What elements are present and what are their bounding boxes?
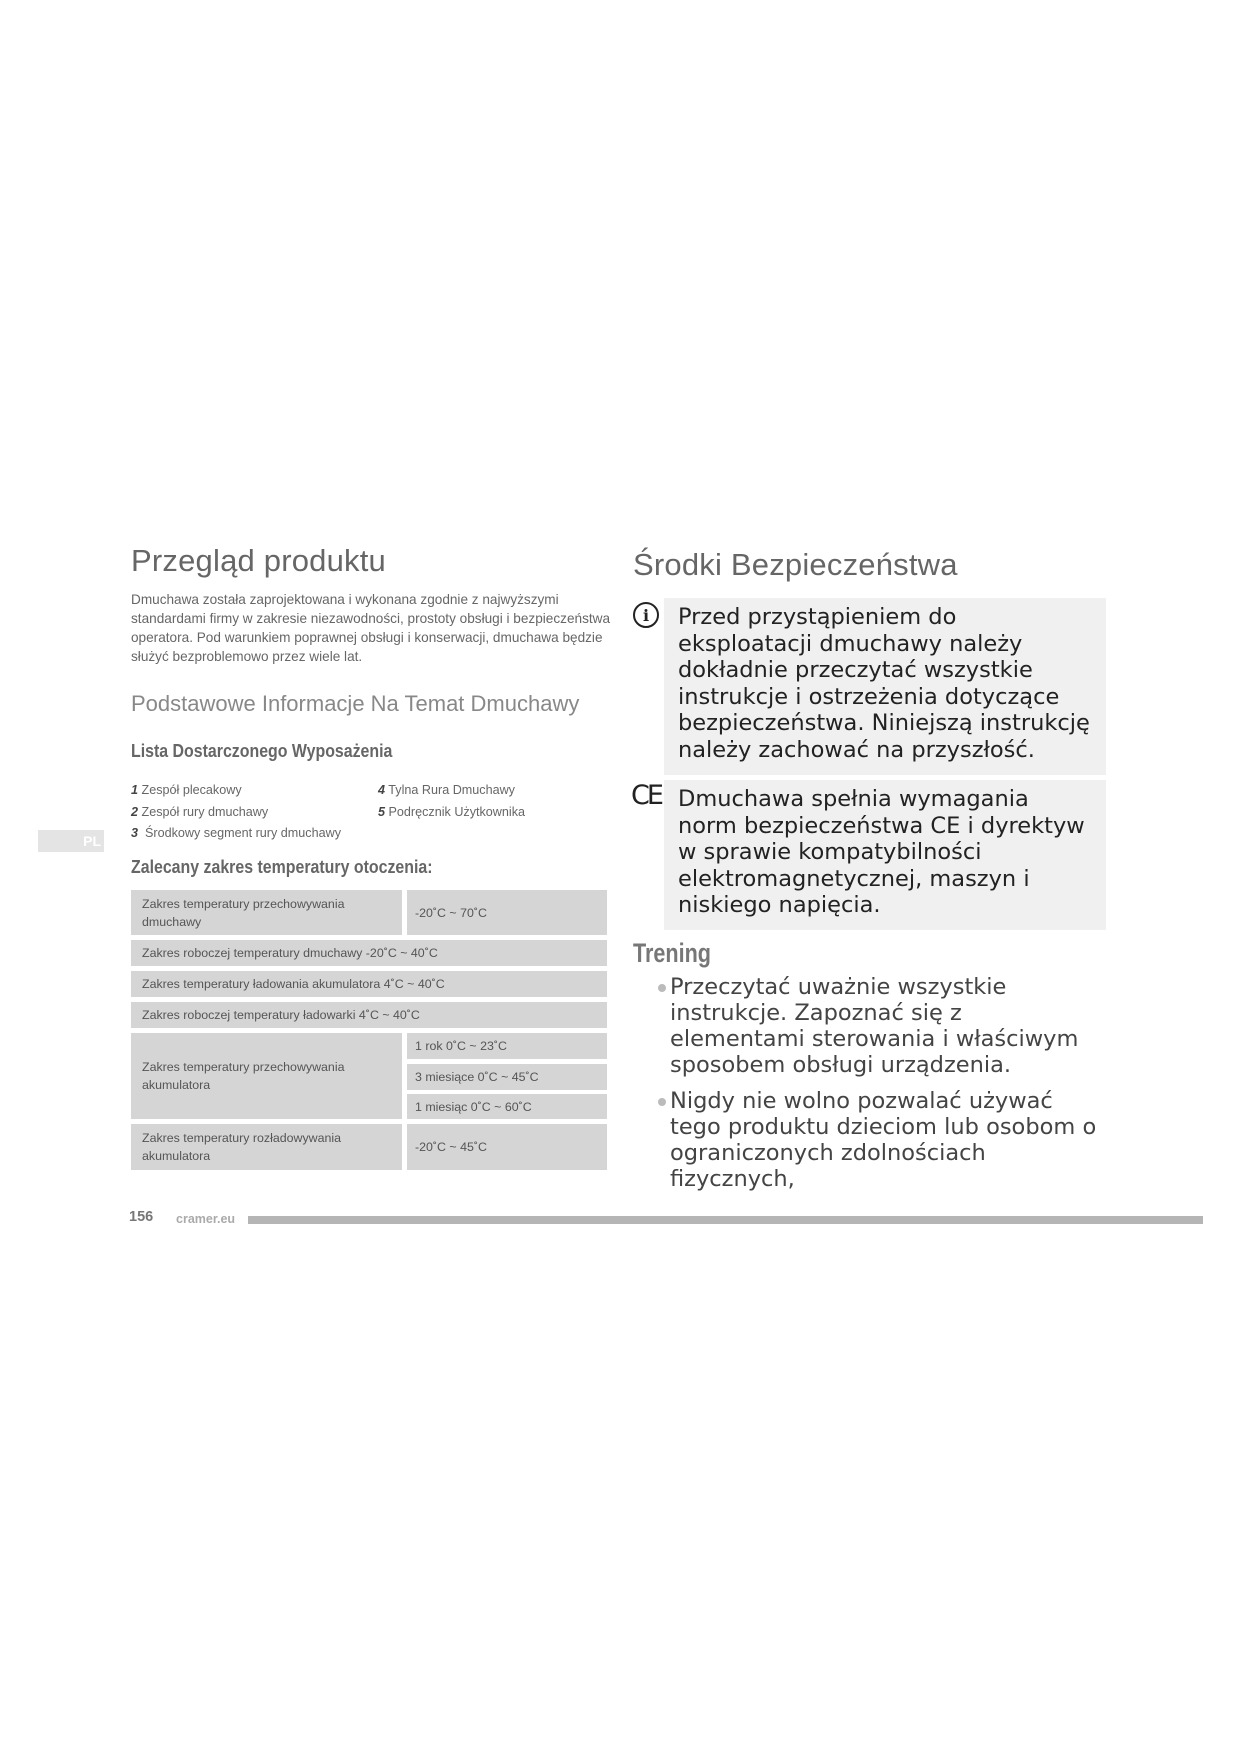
equipment-list-heading: Lista Dostarczonego Wyposażenia (131, 740, 393, 761)
language-tab: PL (38, 830, 104, 852)
intro-paragraph: Dmuchawa została zaprojektowana i wykonana zgodnie z najwyższymi standardami firmy w zakresie niezawodności, prostoty obsługi i bezpieczeństwa operatora. Pod warunkiem poprawnej obsługi i konserwacji, dmuchawa będzie służyć bezproblemowo przez wiele lat. (131, 592, 611, 664)
table-cell: 1 rok 0˚C ~ 23˚C (407, 1033, 607, 1059)
list-item: 4 Tylna Rura Dmuchawy (378, 783, 515, 797)
bullet-icon (658, 1098, 666, 1106)
footer-site: cramer.eu (176, 1212, 236, 1226)
list-item: 5 Podręcznik Użytkownika (378, 805, 525, 819)
table-cell: Zakres roboczej temperatury ładowarki 4˚C ~ 40˚C (131, 1002, 607, 1028)
safety-notice-info: Przed przystąpieniem do eksploatacji dmuchawy należy dokładnie przeczytać wszystkie instrukcje i ostrzeżenia dotyczące bezpieczeństwa. Niniejszą instrukcję należy zachować na przyszłość. (664, 598, 1106, 775)
table-cell: -20˚C ~ 45˚C (407, 1124, 607, 1170)
list-item: 3 Środkowy segment rury dmuchawy (131, 826, 341, 840)
safety-notice-ce: Dmuchawa spełnia wymagania norm bezpieczeństwa CE i dyrektyw w sprawie kompatybilności elektromagnetycznej, maszyn i niskiego napięcia. (664, 780, 1106, 930)
table-cell: 3 miesiące 0˚C ~ 45˚C (407, 1064, 607, 1090)
table-cell: Zakres temperatury przechowywania akumulatora (131, 1033, 402, 1119)
section-title-safety: Środki Bezpieczeństwa (633, 547, 958, 582)
list-item: 1 Zespół plecakowy (131, 783, 242, 797)
basic-info-subtitle: Podstawowe Informacje Na Temat Dmuchawy (131, 691, 580, 716)
section-title-overview: Przegląd produktu (131, 543, 387, 578)
list-item: Nigdy nie wolno pozwalać używać tego produktu dzieciom lub osobom o ograniczonych zdolnościach fizycznych, (670, 1088, 1100, 1192)
list-item: 2 Zespół rury dmuchawy (131, 805, 269, 819)
info-icon: i (633, 602, 659, 628)
training-heading: Trening (633, 938, 712, 968)
page-number: 156 (129, 1209, 154, 1225)
temperature-heading: Zalecany zakres temperatury otoczenia: (131, 856, 433, 877)
table-cell: 1 miesiąc 0˚C ~ 60˚C (407, 1094, 607, 1119)
bullet-icon (658, 984, 666, 992)
table-cell: Zakres temperatury rozładowywania akumulatora (131, 1124, 402, 1170)
table-cell: Zakres temperatury ładowania akumulatora 4˚C ~ 40˚C (131, 971, 607, 997)
footer-divider (248, 1216, 1203, 1224)
list-item: Przeczytać uważnie wszystkie instrukcje. Zapoznać się z elementami sterowania i właściwym sposobem obsługi urządzenia. (670, 974, 1100, 1078)
table-cell: Zakres temperatury przechowywania dmuchawy (131, 890, 402, 935)
ce-mark-icon: CE (631, 780, 661, 811)
table-cell: -20˚C ~ 70˚C (407, 890, 607, 935)
table-cell: Zakres roboczej temperatury dmuchawy -20˚C ~ 40˚C (131, 940, 607, 966)
